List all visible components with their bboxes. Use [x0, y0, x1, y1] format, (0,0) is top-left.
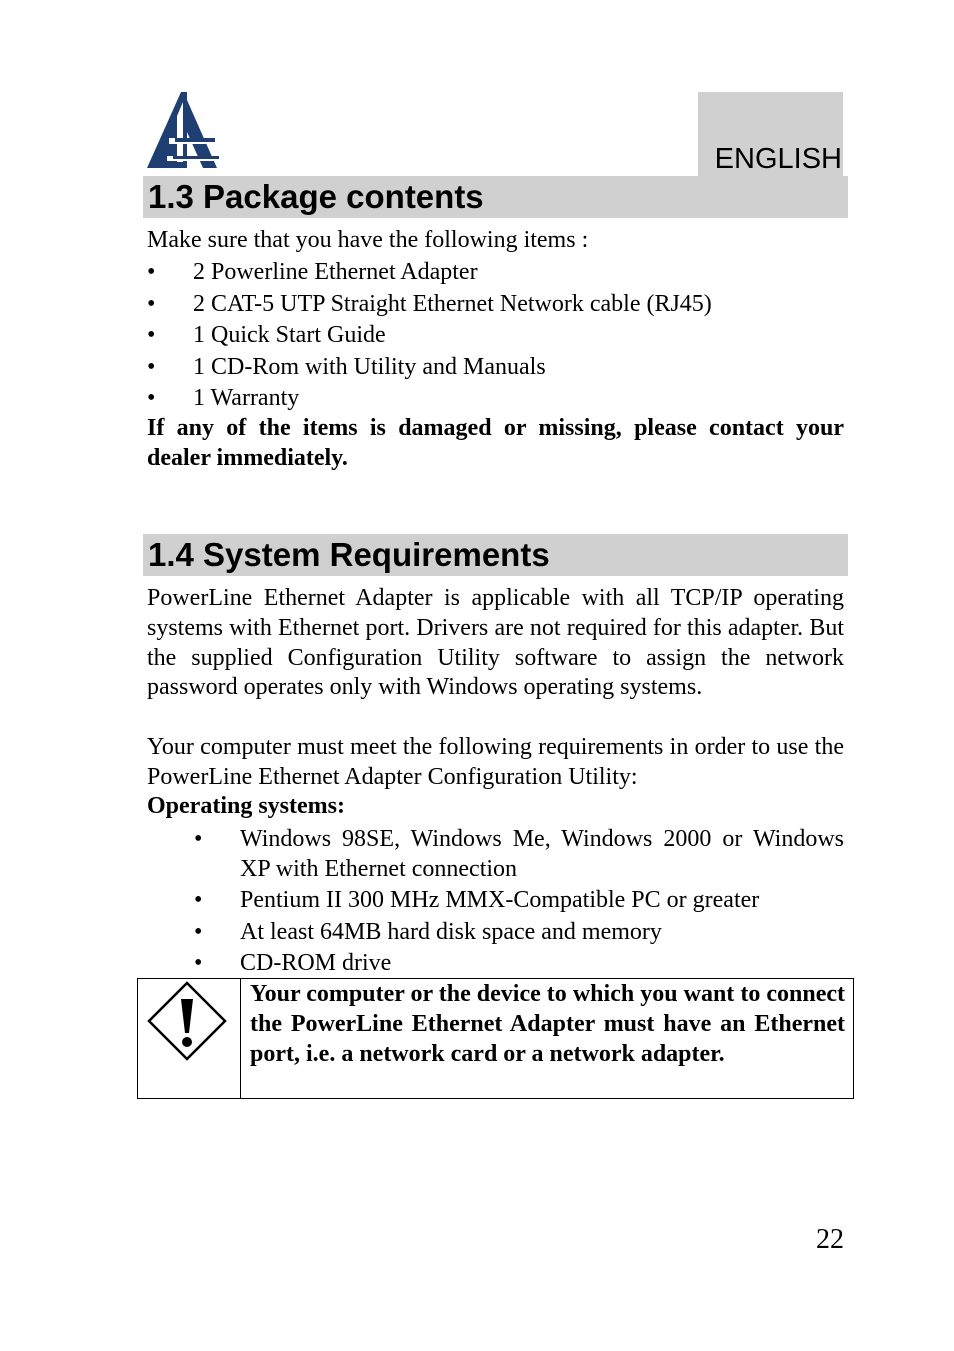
- bullet-icon: •: [194, 950, 203, 976]
- list-item: • At least 64MB hard disk space and memory: [194, 917, 844, 949]
- list-item: • Windows 98SE, Windows Me, Windows 2000 or Windows XP with Ethernet connection: [194, 826, 844, 882]
- list-item: • 1 CD-Rom with Utility and Manuals: [147, 352, 844, 384]
- warning-exclamation-icon: [147, 981, 227, 1061]
- bullet-icon: •: [147, 259, 156, 285]
- list-item: • 1 Quick Start Guide: [147, 320, 844, 352]
- package-warning: If any of the items is damaged or missing, please contact your dealer immediately.: [147, 415, 844, 471]
- language-label: ENGLISH: [714, 143, 842, 175]
- requirements-list: [194, 824, 844, 980]
- list-item: • 2 CAT-5 UTP Straight Ethernet Network cable (RJ45): [147, 289, 844, 321]
- language-tab: [698, 92, 843, 176]
- list-item: • 2 Powerline Ethernet Adapter: [147, 257, 844, 289]
- bullet-icon: •: [147, 290, 156, 317]
- section-heading-system-requirements: 1.4 System Requirements: [143, 534, 848, 576]
- requirements-paragraph-1: PowerLine Ethernet Adapter is applicable with all TCP/IP operating systems with Ethernet port. Drivers are not required for this adapter. But the supplied Configuration Utility software to assign the network password operates only with Windows operating systems.: [147, 585, 844, 701]
- note-divider: [240, 979, 241, 1098]
- package-intro: Make sure that you have the following items :: [147, 227, 589, 253]
- page-number: 22: [816, 1224, 844, 1255]
- note-text: Your computer or the device to which you want to connect the PowerLine Ethernet Adapter must have an Ethernet port, i.e. a network card or a network adapter.: [250, 981, 845, 1067]
- bullet-icon: •: [147, 322, 156, 348]
- bullet-icon: •: [147, 385, 156, 411]
- package-items-list: [147, 257, 844, 415]
- list-item: • Pentium II 300 MHz MMX-Compatible PC or greater: [194, 885, 844, 917]
- note-box: [137, 978, 854, 1099]
- list-item: • 1 Warranty: [147, 383, 844, 415]
- bullet-icon: •: [194, 826, 203, 852]
- requirements-paragraph-2: Your computer must meet the following requirements in order to use the PowerLine Ethernet Adapter Configuration Utility:: [147, 734, 844, 790]
- bullet-icon: •: [194, 887, 203, 913]
- bullet-icon: •: [147, 353, 156, 380]
- list-item: • CD-ROM drive: [194, 948, 844, 980]
- brand-logo: [147, 92, 219, 170]
- operating-systems-label: Operating systems:: [147, 793, 345, 819]
- section-heading-package-contents: 1.3 Package contents: [143, 176, 848, 218]
- bullet-icon: •: [194, 918, 203, 945]
